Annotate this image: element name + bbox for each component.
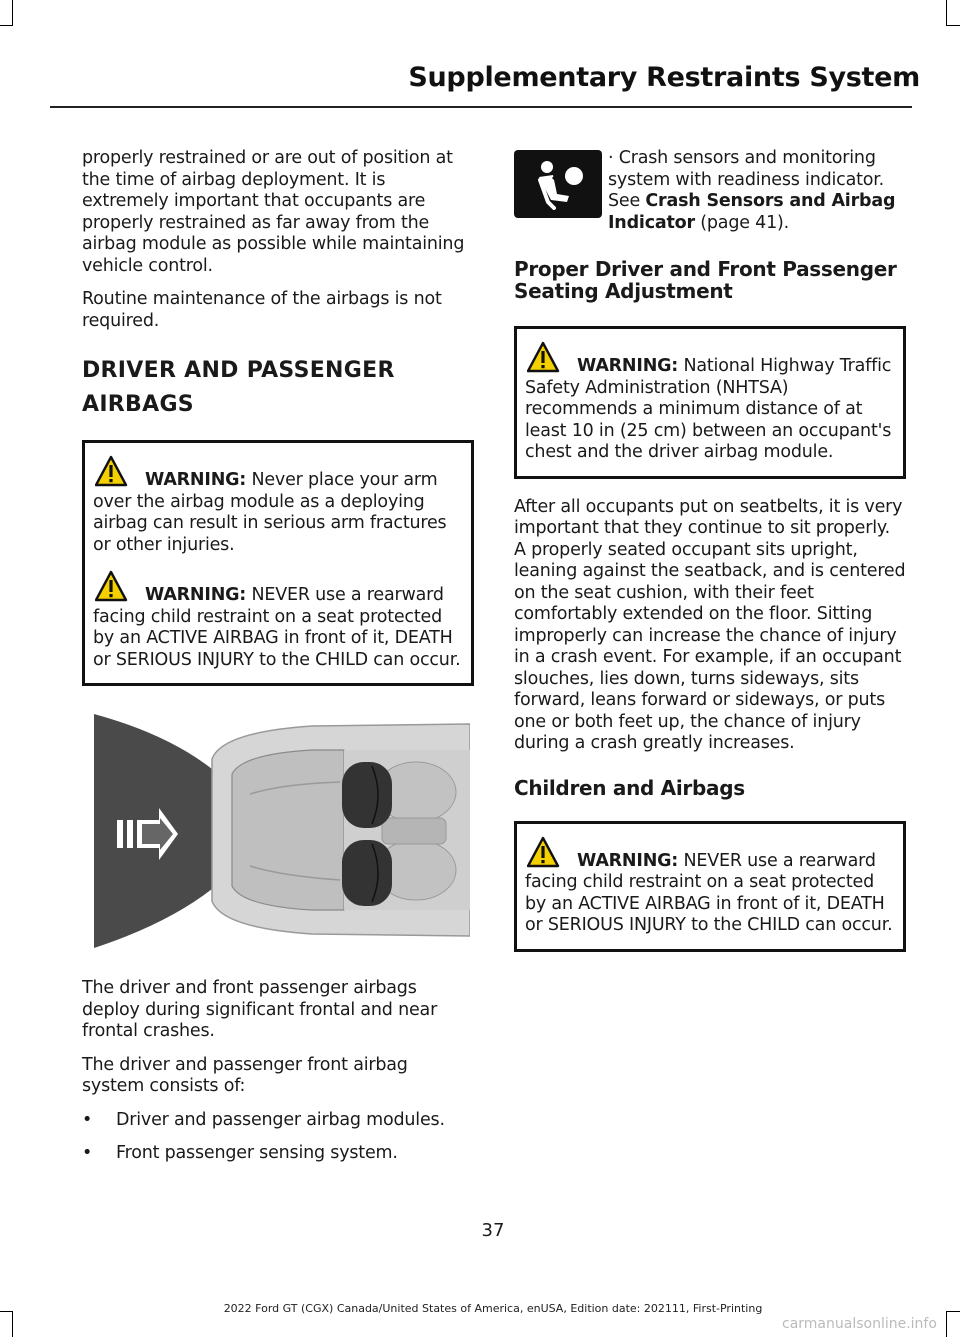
warning-label: WARNING: xyxy=(577,356,679,376)
watermark: carmanualsonline.info xyxy=(782,1316,937,1332)
warning-label: WARNING: xyxy=(145,585,247,605)
page-number: 37 xyxy=(481,1220,505,1241)
crash-text: · Crash sensors and monitoring system with readiness indicator. See xyxy=(608,148,885,211)
warning-label: WARNING: xyxy=(145,470,247,490)
deploy-paragraph: The driver and front passenger airbags deploy during significant frontal and near frontal crashes. xyxy=(82,978,438,1041)
airbag-indicator-icon xyxy=(514,150,602,218)
airbag-indicator-glyph xyxy=(527,158,589,210)
children-heading: Children and Airbags xyxy=(514,775,745,800)
page-title: Supplementary Restraints System xyxy=(408,62,920,93)
section-heading-line2: AIRBAGS xyxy=(82,392,194,417)
intro-paragraph: properly restrained or are out of position at the time of airbag deployment. It is extremely important that occupants are properly restrained as far away from the airbag module as possible while maintaining vehicle control. xyxy=(82,148,465,276)
seating-heading: Proper Driver and Front Passenger Seating Adjustment xyxy=(514,257,897,303)
crash-sensors-item xyxy=(514,148,906,234)
list-item xyxy=(82,1110,474,1132)
section-heading xyxy=(82,354,474,422)
maintenance-paragraph: Routine maintenance of the airbags is not required. xyxy=(82,289,442,331)
title-rule xyxy=(50,106,912,108)
list-item xyxy=(82,1143,474,1165)
section-heading-line1: DRIVER AND PASSENGER xyxy=(82,358,395,383)
warning-triangle-icon xyxy=(95,455,145,487)
bullet-dot: • xyxy=(82,1143,93,1163)
right-column xyxy=(514,148,906,970)
seating-warning-box xyxy=(514,326,906,479)
system-paragraph: The driver and passenger front airbag system consists of: xyxy=(82,1054,408,1096)
crop-mark xyxy=(946,25,960,26)
warning-triangle-icon xyxy=(527,341,577,373)
footer-edition: 2022 Ford GT (CGX) Canada/United States of America, enUSA, Edition date: 202111, First-Printing xyxy=(223,1302,763,1315)
bullet-dot: • xyxy=(82,1109,93,1130)
warning-distance xyxy=(525,341,895,464)
children-warning-box xyxy=(514,821,906,952)
crop-mark xyxy=(12,0,13,26)
warning-text: National Highway Traffic Safety Administration (NHTSA) recommends a minimum distance of at least 10 in (25 cm) between an occupant's chest and the driver airbag module. xyxy=(525,356,892,462)
warning-text: NEVER use a rearward facing child restraint on a seat protected by an ACTIVE AIRBAG in front of it, DEATH or SERIOUS INJURY to the CHILD can occur. xyxy=(93,585,461,670)
warning-label: WARNING: xyxy=(577,850,679,871)
warning-triangle-icon xyxy=(527,836,577,868)
warning-arm xyxy=(93,455,463,556)
list-item-text: Driver and passenger airbag modules. xyxy=(116,1109,445,1130)
center-console xyxy=(382,818,446,844)
crop-mark xyxy=(946,0,947,26)
warning-text: NEVER use a rearward facing child restraint on a seat protected by an ACTIVE AIRBAG in front of it, DEATH or SERIOUS INJURY to the CHILD can occur. xyxy=(525,850,893,935)
vehicle-airbag-illustration xyxy=(82,704,470,954)
warning-text: Never place your arm over the airbag module as a deploying airbag can result in serious arm fractures or other injuries. xyxy=(93,470,447,555)
passenger-airbag xyxy=(342,840,392,906)
warning-child-restraint xyxy=(93,570,463,671)
crash-page-ref: (page 41). xyxy=(694,212,790,233)
warning-box xyxy=(82,440,474,686)
warning-child-restraint xyxy=(525,836,895,937)
driver-airbag xyxy=(342,762,392,828)
windshield xyxy=(232,750,344,910)
list-item-text: Front passenger sensing system. xyxy=(116,1143,398,1163)
airbag-deployment-figure xyxy=(82,704,470,954)
crop-mark xyxy=(0,25,13,26)
warning-triangle-icon xyxy=(95,570,145,602)
crash-sensors-link[interactable]: Crash Sensors and Airbag Indicator xyxy=(608,191,896,233)
left-column xyxy=(82,148,474,1177)
seatbelt-paragraph: After all occupants put on seatbelts, it is very important that they continue to sit properly. A properly seated occupant sits upright, leaning against the seatback, and is centered on the seat cushion, with their feet comfortably extended on the floor. Sitting improperly can increase the chance of injury in a crash event. For example, if an occupant slouches, lies down, turns sideways, sits forward, leans forward or sideways, or puts one or both feet up, the chance of injury during a crash greatly increases. xyxy=(514,496,906,753)
